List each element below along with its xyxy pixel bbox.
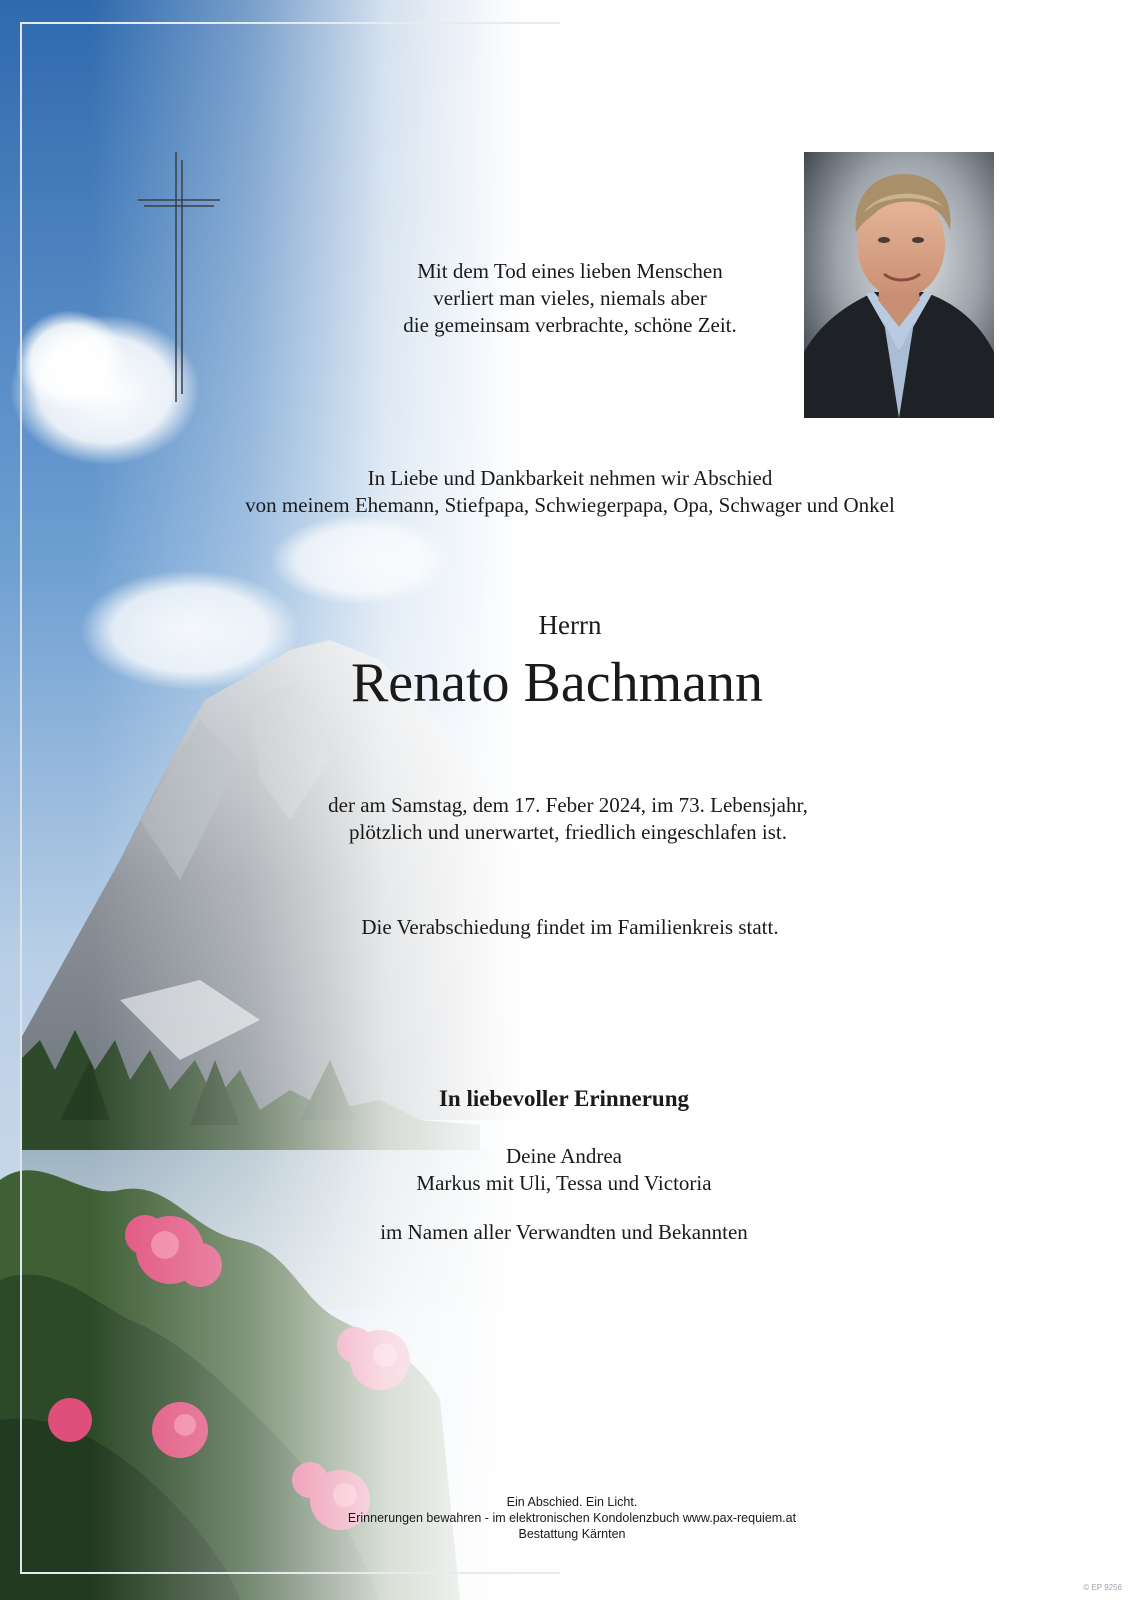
footer-condolence-link[interactable]: Erinnerungen bewahren - im elektronischen Kondolenzbuch www.pax-requiem.at xyxy=(347,1511,797,1525)
salutation: Herrn xyxy=(538,610,602,640)
footer xyxy=(0,1494,1136,1542)
mourners xyxy=(0,1143,1128,1197)
intro-line: In Liebe und Dankbarkeit nehmen wir Abschied xyxy=(367,466,773,490)
quote-line: die gemeinsam verbrachte, schöne Zeit. xyxy=(403,313,737,337)
farewell-intro xyxy=(0,465,1136,519)
relatives-line: im Namen aller Verwandten und Bekannten xyxy=(380,1220,748,1244)
death-notice-line: plötzlich und unerwartet, friedlich eingeschlafen ist. xyxy=(349,820,787,844)
template-code: © EP 9256 xyxy=(1083,1583,1122,1592)
memory-heading: In liebevoller Erinnerung xyxy=(438,1086,690,1111)
intro-line: von meinem Ehemann, Stiefpapa, Schwiegerpapa, Opa, Schwager und Onkel xyxy=(245,493,895,517)
farewell-info: Die Verabschiedung findet im Familienkreis statt. xyxy=(361,915,779,939)
quote-line: verliert man vieles, niemals aber xyxy=(433,286,707,310)
footer-undertaker: Bestattung Kärnten xyxy=(518,1527,626,1541)
frame-line-top xyxy=(20,22,560,24)
mourner-line: Deine Andrea xyxy=(505,1144,623,1168)
deceased-name: Renato Bachmann xyxy=(350,652,764,714)
frame-line-bottom xyxy=(20,1572,560,1574)
mourner-line: Markus mit Uli, Tessa und Victoria xyxy=(416,1171,712,1195)
quote-line: Mit dem Tod eines lieben Menschen xyxy=(417,259,723,283)
footer-slogan: Ein Abschied. Ein Licht. xyxy=(506,1495,638,1509)
quote xyxy=(0,258,1136,339)
death-notice-line: der am Samstag, dem 17. Feber 2024, im 73. Lebensjahr, xyxy=(328,793,808,817)
death-notice xyxy=(0,792,1136,846)
